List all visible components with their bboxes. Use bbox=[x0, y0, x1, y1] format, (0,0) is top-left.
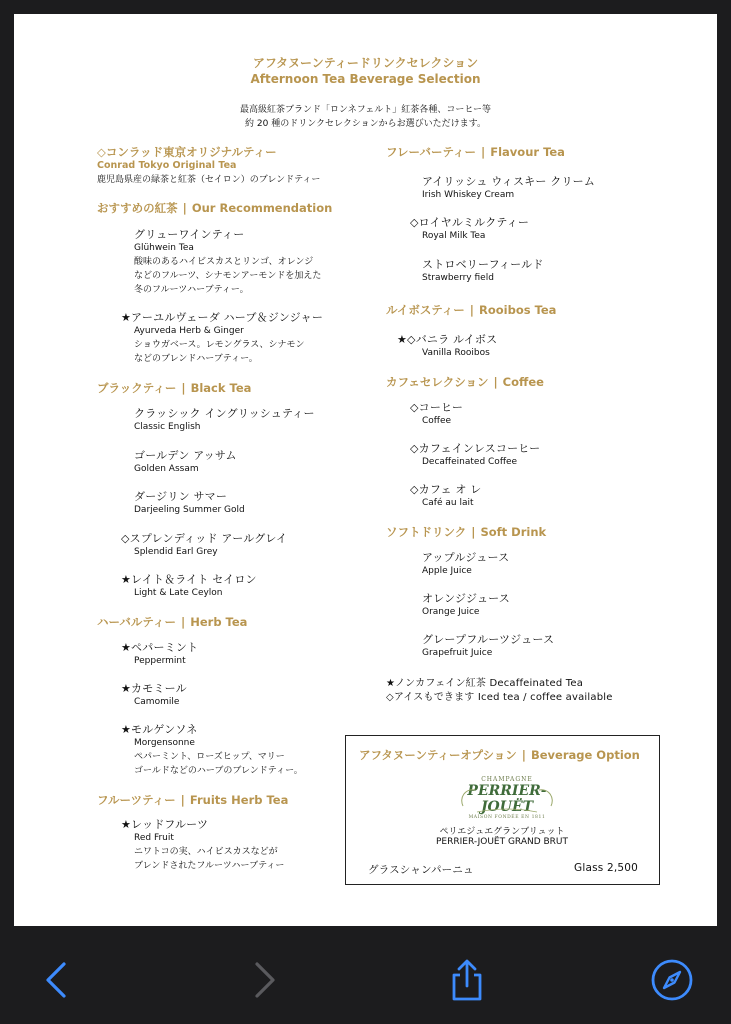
item-darjeeling-name: ダージリン サマー bbox=[134, 490, 228, 503]
item-gluhwein-desc-1: 酸味のあるハイビスカスとリンゴ、オレンジ bbox=[134, 257, 314, 267]
item-camomile-en: Camomile bbox=[134, 697, 180, 707]
champagne-glass-price: Glass 2,500 bbox=[574, 862, 639, 874]
share-icon bbox=[445, 958, 489, 1002]
item-peppermint-name: ★ペパーミント bbox=[121, 641, 199, 654]
item-camomile-name: ★カモミール bbox=[121, 682, 187, 695]
beverage-option-box bbox=[345, 735, 660, 885]
item-classic-english-en: Classic English bbox=[134, 422, 201, 432]
item-cafe-au-lait-en: Café au lait bbox=[422, 498, 474, 508]
menu-page bbox=[14, 14, 717, 926]
champagne-name-en: PERRIER-JOUËT GRAND BRUT bbox=[435, 837, 569, 847]
browser-toolbar bbox=[0, 938, 731, 1024]
item-darjeeling-en: Darjeeling Summer Gold bbox=[134, 505, 245, 515]
item-red-fruit-name: ★レッドフルーツ bbox=[121, 818, 209, 831]
section-original-title-en: Conrad Tokyo Original Tea bbox=[97, 160, 237, 171]
section-black-tea-heading: ブラックティー | Black Tea bbox=[97, 381, 252, 395]
back-button[interactable] bbox=[36, 958, 80, 1002]
item-coffee-en: Coffee bbox=[422, 416, 452, 426]
item-coffee-name: ◇コーヒー bbox=[410, 401, 464, 414]
item-ayurveda-en: Ayurveda Herb & Ginger bbox=[134, 326, 244, 336]
legend-iced-note: ◇アイスもできます Iced tea / coffee available bbox=[386, 692, 613, 703]
section-flavour-tea-heading: フレーバーティー | Flavour Tea bbox=[386, 145, 565, 159]
item-morgensonne-desc-2: ゴールドなどのハーブのブレンドティー。 bbox=[134, 766, 303, 776]
item-red-fruit-desc-2: ブレンドされたフルーツハーブティー bbox=[134, 861, 285, 871]
item-red-fruit-desc-1: ニワトコの実、ハイビスカスなどが bbox=[134, 847, 278, 857]
item-irish-whiskey-name: アイリッシュ ウィスキー クリーム bbox=[422, 175, 596, 188]
item-morgensonne-name: ★モルゲンソネ bbox=[121, 723, 198, 736]
item-cafe-au-lait-name: ◇カフェ オ レ bbox=[410, 483, 482, 496]
intro-line-2: 約 20 種のドリンクセレクションからお選びいただけます。 bbox=[245, 119, 486, 129]
section-beverage-option-heading: アフタヌーンティーオプション | Beverage Option bbox=[359, 748, 640, 762]
page-title-en: Afternoon Tea Beverage Selection bbox=[250, 72, 481, 86]
section-rooibos-heading: ルイボスティー | Rooibos Tea bbox=[386, 303, 557, 317]
item-ayurveda-desc-1: ショウガベース。レモングラス、シナモン bbox=[134, 340, 305, 350]
item-royal-milk-tea-en: Royal Milk Tea bbox=[422, 231, 486, 241]
safari-button[interactable] bbox=[650, 958, 694, 1002]
share-button[interactable] bbox=[445, 958, 489, 1002]
item-grapefruit-juice-name: グレープフルーツジュース bbox=[422, 633, 555, 646]
item-decaf-coffee-name: ◇カフェインレスコーヒー bbox=[410, 442, 541, 455]
champagne-name-ja: ペリエジュエグランブリュット bbox=[439, 827, 565, 837]
item-earl-grey-name: ◇スプレンディッド アールグレイ bbox=[121, 532, 288, 545]
section-herb-tea-heading: ハーバルティー | Herb Tea bbox=[97, 615, 248, 629]
item-morgensonne-en: Morgensonne bbox=[134, 738, 195, 748]
item-apple-juice-name: アップルジュース bbox=[422, 551, 510, 564]
section-recommendation-heading: おすすめの紅茶 | Our Recommendation bbox=[97, 201, 333, 215]
item-vanilla-rooibos-name: ★◇バニラ ルイボス bbox=[397, 333, 498, 346]
intro-line-1: 最高級紅茶ブランド「ロンネフェルト」紅茶各種、コーヒー等 bbox=[240, 105, 491, 115]
item-ayurveda-name: ★アーユルヴェーダ ハーブ＆ジンジャー bbox=[121, 311, 324, 324]
section-coffee-heading: カフェセレクション | Coffee bbox=[386, 375, 544, 389]
section-original-title: ◇コンラッド東京オリジナルティー bbox=[97, 145, 277, 159]
item-gluhwein-name: グリューワインティー bbox=[134, 228, 245, 241]
item-golden-assam-name: ゴールデン アッサム bbox=[134, 449, 237, 462]
legend-decaf-note: ★ノンカフェイン紅茶 Decaffeinated Tea bbox=[386, 678, 584, 689]
champagne-glass-label: グラスシャンパーニュ bbox=[368, 864, 474, 876]
item-grapefruit-juice-en: Grapefruit Juice bbox=[422, 648, 493, 658]
section-fruits-tea-heading: フルーツティー | Fruits Herb Tea bbox=[97, 793, 289, 807]
item-strawberry-en: Strawberry field bbox=[422, 273, 494, 283]
item-red-fruit-en: Red Fruit bbox=[134, 833, 174, 843]
item-ayurveda-desc-2: などのブレンドハーブティー。 bbox=[134, 354, 258, 364]
section-original-desc: 鹿児島県産の緑茶と紅茶（セイロン）のブレンドティー bbox=[97, 175, 321, 185]
forward-button[interactable] bbox=[243, 958, 287, 1002]
item-ceylon-name: ★レイト＆ライト セイロン bbox=[121, 573, 257, 586]
item-apple-juice-en: Apple Juice bbox=[422, 566, 472, 576]
item-classic-english-name: クラッシック イングリッシュティー bbox=[134, 407, 315, 420]
item-golden-assam-en: Golden Assam bbox=[134, 464, 199, 474]
item-ceylon-en: Light & Late Ceylon bbox=[134, 588, 223, 598]
item-peppermint-en: Peppermint bbox=[134, 656, 186, 666]
item-vanilla-rooibos-en: Vanilla Rooibos bbox=[422, 348, 490, 358]
item-royal-milk-tea-name: ◇ロイヤルミルクティー bbox=[410, 216, 530, 229]
item-gluhwein-desc-3: 冬のフルーツハーブティー。 bbox=[134, 285, 249, 295]
item-strawberry-name: ストロベリーフィールド bbox=[422, 258, 544, 271]
flourish-icon bbox=[457, 778, 557, 814]
item-irish-whiskey-en: Irish Whiskey Cream bbox=[422, 190, 515, 200]
chevron-right-icon bbox=[243, 958, 287, 1002]
compass-icon bbox=[650, 958, 694, 1002]
section-soft-drink-heading: ソフトドリンク | Soft Drink bbox=[386, 525, 547, 539]
chevron-left-icon bbox=[36, 958, 80, 1002]
item-gluhwein-en: Glühwein Tea bbox=[134, 243, 194, 253]
item-orange-juice-en: Orange Juice bbox=[422, 607, 480, 617]
item-gluhwein-desc-2: などのフルーツ、シナモンアーモンドを加えた bbox=[134, 271, 322, 281]
item-orange-juice-name: オレンジジュース bbox=[422, 592, 511, 605]
perrier-jouet-logo: CHAMPAGNE PERRIER-JOUËT MAISON FONDÉE EN 1811 bbox=[449, 776, 565, 816]
page-title-ja: アフタヌーンティードリンクセレクション bbox=[252, 56, 479, 70]
item-earl-grey-en: Splendid Earl Grey bbox=[134, 547, 218, 557]
item-decaf-coffee-en: Decaffeinated Coffee bbox=[422, 457, 518, 467]
item-morgensonne-desc-1: ペパーミント、ローズヒップ、マリー bbox=[134, 752, 285, 762]
